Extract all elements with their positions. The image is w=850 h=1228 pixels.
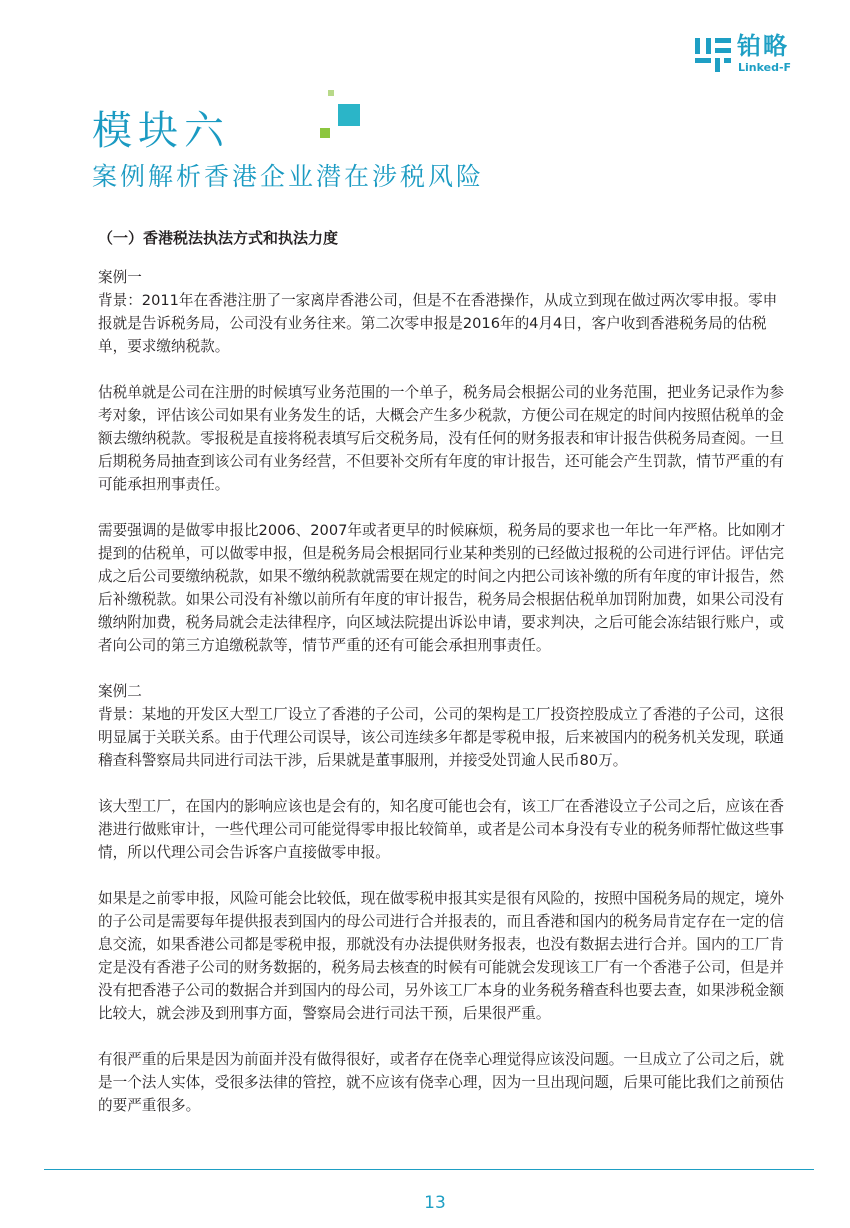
brand-name-cn: 铂略 [737,32,789,60]
module-subtitle: 案例解析香港企业潜在涉税风险 [92,162,485,191]
article-body [98,266,788,1140]
case2-background: 背景：某地的开发区大型工厂设立了香港的子公司，公司的架构是工厂投资控股成立了香港的子公司，这很明显属于关联关系。由于代理公司误导，该公司连续多年都是零税申报，后来被国内的税务机关发现，联通稽查科警察局共同进行司法干涉，后果就是董事服刑，并接受处罚逾人民币80万。 [98,706,784,769]
section-heading: （一）香港税法执法方式和执法力度 [98,229,339,247]
brand-logo-mark-icon [693,34,733,74]
footer-divider [44,1169,814,1170]
case2-paragraph-2: 如果是之前零申报，风险可能会比较低，现在做零税申报其实是很有风险的，按照中国税务局的规定，境外的子公司是需要每年提供报表到国内的母公司进行合并报表的，而且香港和国内的税务局肯定存在一定的信息交流，如果香港公司都是零税申报，那就没有办法提供财务报表，也没有数据去进行合并。国内的工厂肯定是没有香港子公司的财务数据的，税务局去核查的时候有可能就会发现该工厂有一个香港子公司，但是并没有把香港子公司的数据合并到国内的母公司，另外该工厂本身的业务税务稽查科也要去查，如果涉税金额比较大，就会涉及到刑事方面，警察局会进行司法干预，后果很严重。 [98,890,784,1022]
case1-label: 案例一 [98,269,142,286]
case2-label: 案例二 [98,683,142,700]
decorative-squares-icon [318,90,364,146]
case1-background: 背景：2011年在香港注册了一家离岸香港公司，但是不在香港操作，从成立到现在做过两次零申报。零申报就是告诉税务局，公司没有业务往来。第二次零申报是2016年的4月4日，客户收到香港税务局的估税单，要求缴纳税款。 [98,292,778,355]
case1-paragraph-2: 需要强调的是做零申报比2006、2007年或者更早的时候麻烦，税务局的要求也一年比一年严格。比如刚才提到的估税单，可以做零申报，但是税务局会根据同行业某种类别的已经做过报税的公司进行评估。评估完成之后公司要缴纳税款，如果不缴纳税款就需要在规定的时间之内把公司该补缴的所有年度的审计报告，然后补缴税款。如果公司没有补缴以前所有年度的审计报告，税务局会根据估税单加罚附加费，如果公司没有缴纳附加费，税务局就会走法律程序，向区域法院提出诉讼申请，要求判决，之后可能会冻结银行账户，或者向公司的第三方追缴税款等，情节严重的还有可能会承担刑事责任。 [98,522,786,654]
page-number: 13 [424,1193,446,1213]
brand-name-en: Linked-F [738,61,792,74]
case2-paragraph-1: 该大型工厂，在国内的影响应该也是会有的，知名度可能也会有，该工厂在香港设立子公司之后，应该在香港进行做账审计，一些代理公司可能觉得零申报比较简单，或者是公司本身没有专业的税务师帮忙做这些事情，所以代理公司会告诉客户直接做零申报。 [98,798,784,861]
brand-logo [693,32,813,76]
module-title: 模块六 [92,108,230,154]
case2-paragraph-3: 有很严重的后果是因为前面并没有做得很好，或者存在侥幸心理觉得应该没问题。一旦成立了公司之后，就是一个法人实体，受很多法律的管控，就不应该有侥幸心理，因为一旦出现问题，后果可能比我们之前预估的要严重很多。 [98,1051,784,1114]
case1-paragraph-1: 估税单就是公司在注册的时候填写业务范围的一个单子，税务局会根据公司的业务范围，把业务记录作为参考对象，评估该公司如果有业务发生的话，大概会产生多少税款，方便公司在规定的时间内按照估税单的金额去缴纳税款。零报税是直接将税表填写后交税务局，没有任何的财务报表和审计报告供税务局查阅。一旦后期税务局抽查到该公司有业务经营，不但要补交所有年度的审计报告，还可能会产生罚款，情节严重的有可能承担刑事责任。 [98,384,784,493]
